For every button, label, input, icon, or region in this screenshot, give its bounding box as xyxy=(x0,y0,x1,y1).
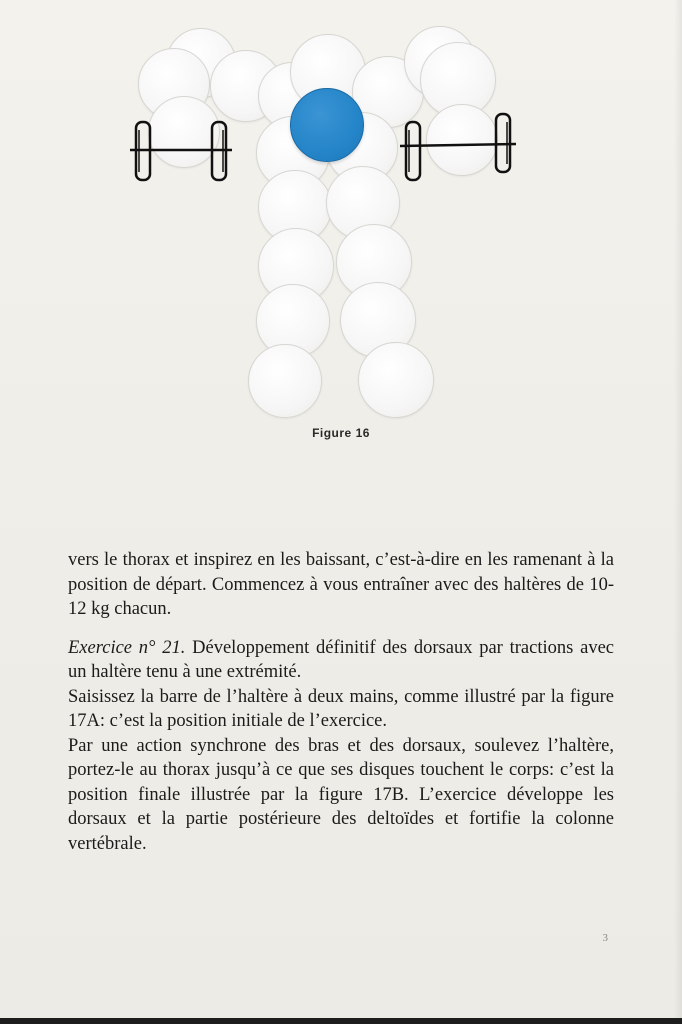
page-edge-shadow xyxy=(674,0,682,1024)
exercise-paragraph xyxy=(68,636,614,685)
figure-16-illustration xyxy=(120,20,540,430)
paragraph: Saisissez la barre de l’haltère à deux mains, comme illustré par la figure 17A: c’est la position initiale de l’exercice. xyxy=(68,686,614,731)
dumbbells xyxy=(120,20,540,430)
left-dumbbell xyxy=(130,122,232,180)
exercise-text: Développement définitif des dorsaux par tractions avec un haltère tenu à une extrémité. xyxy=(68,637,614,682)
page-bottom-edge xyxy=(0,1018,682,1024)
right-dumbbell xyxy=(400,114,516,180)
paragraph: Par une action synchrone des bras et des dorsaux, soulevez l’haltère, portez-le au thorax jusqu’à ce que ses disques touchent le corps: c’est la position finale illustrée par la figure 17B. L’exercice développe les dorsaux et la partie postérieure des deltoïdes et fortifie la colonne vertébrale. xyxy=(68,735,614,854)
exercise-label: Exercice n° 21. xyxy=(68,637,186,658)
paragraph: vers le thorax et inspirez en les baissant, c’est-à-dire en les ramenant à la position de départ. Commencez à vous entraîner avec des haltères de 10-12 kg chacun. xyxy=(68,550,614,619)
figure-caption: Figure 16 xyxy=(312,426,370,440)
body-text xyxy=(68,548,614,856)
page-number: 3 xyxy=(602,932,608,944)
